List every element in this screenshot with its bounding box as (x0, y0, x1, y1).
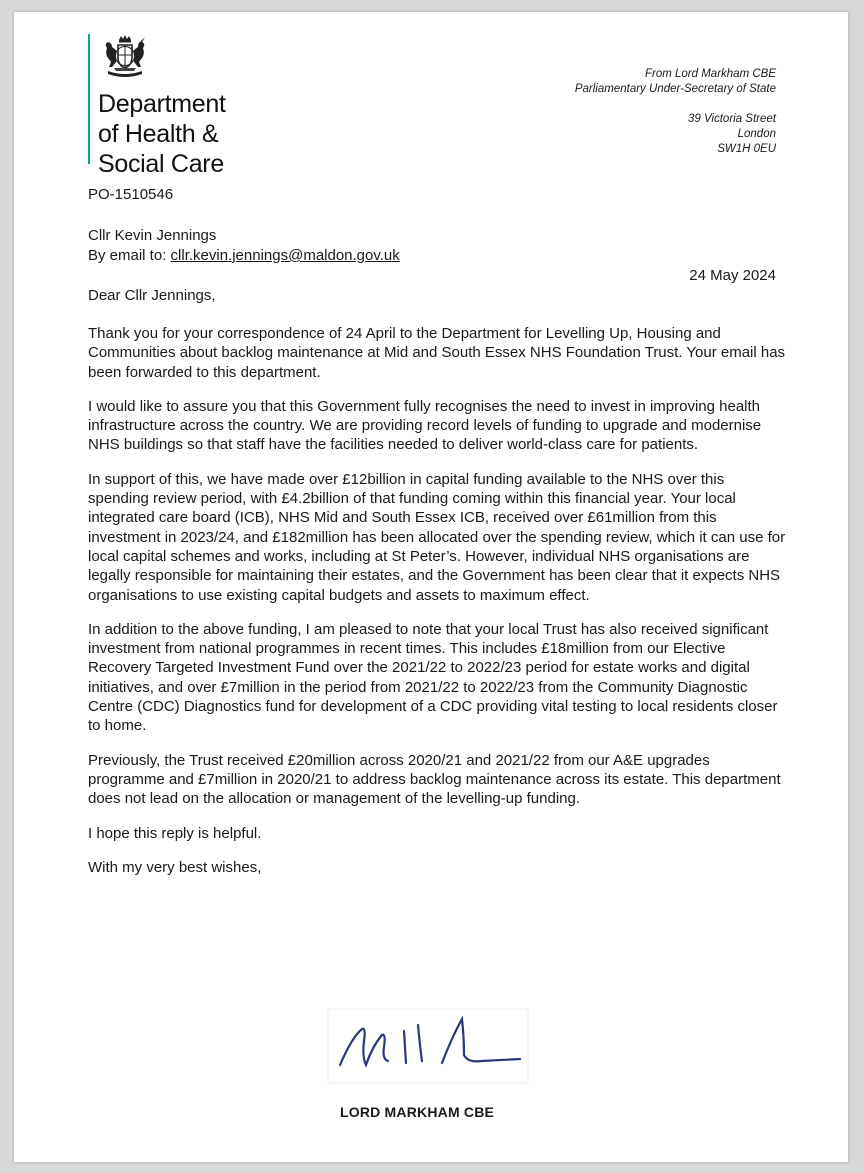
department-name-line-3: Social Care (98, 150, 224, 178)
royal-coat-of-arms-icon (100, 34, 150, 80)
department-name (98, 89, 226, 179)
recipient-email-link[interactable]: cllr.kevin.jennings@maldon.gov.uk (170, 247, 400, 264)
sender-from: From Lord Markham CBE (644, 68, 776, 80)
letter-date: 24 May 2024 (689, 267, 776, 284)
email-prefix: By email to: (88, 247, 171, 264)
letter-body (88, 324, 788, 892)
recipient-block (88, 226, 400, 266)
paragraph-6: I hope this reply is helpful. (88, 824, 262, 842)
sender-block (575, 67, 776, 97)
department-name-line-2: of Health & (98, 120, 219, 148)
sender-address (688, 112, 776, 157)
paragraph-2: I would like to assure you that this Government fully recognises the need to invest in improving health infrastructure across the country. We are providing record levels of funding to upgrade and modernise NHS buildings so that staff have the facilities needed to deliver world-class care for patients. (88, 397, 762, 454)
recipient-email-line (88, 246, 400, 266)
handwritten-signature-icon (322, 1007, 532, 1087)
address-line-2: London (737, 128, 776, 140)
address-line-3: SW1H 0EU (717, 143, 776, 155)
address-line-1: 39 Victoria Street (687, 113, 776, 125)
paragraph-5: Previously, the Trust received £20million across 2020/21 and 2021/22 from our A&E upgrades programme and £7million in 2020/21 to address backlog maintenance across its estate. This department does not lead on the allocation or management of the levelling-up funding. (88, 751, 781, 808)
paragraph-7: With my very best wishes, (88, 858, 262, 876)
department-name-line-1: Department (98, 90, 226, 118)
signoff-name: LORD MARKHAM CBE (340, 1104, 495, 1120)
paragraph-4: In addition to the above funding, I am pleased to note that your local Trust has also received significant investment from national programmes in recent times. This includes £18million from our Elective Recovery Targeted Investment Fund over the 2021/22 to 2022/23 period for estate works and digital initiatives, and over £7million in the period from 2021/22 to 2022/23 from the Community Diagnostic Centre (CDC) Diagnostics fund for development of a CDC providing vital testing to local residents closer to home. (88, 620, 778, 735)
salutation: Dear Cllr Jennings, (88, 287, 216, 304)
recipient-name: Cllr Kevin Jennings (88, 227, 217, 244)
reference-number: PO-1510546 (88, 186, 174, 203)
letter-page (14, 12, 848, 1162)
department-logo (88, 34, 226, 178)
sender-title: Parliamentary Under-Secretary of State (574, 83, 776, 95)
paragraph-1: Thank you for your correspondence of 24 April to the Department for Levelling Up, Housing and Communities about backlog maintenance at Mid and South Essex NHS Foundation Trust. Your email has been forwarded to this department. (88, 325, 786, 381)
paragraph-3: In support of this, we have made over £12billion in capital funding available to the NHS over this spending review period, with £4.2billion of that funding coming within this financial year. Your local integrated care board (ICB), NHS Mid and South Essex ICB, received over £61million from this investment in 2023/24, and £182million has been allocated over the spending review, which it can use for local capital schemes and works, including at St Peter’s. However, individual NHS organisations are legally responsible for maintaining their estates, and the Government has been clear that it expects NHS organisations to use existing capital budgets and assets to maximum effect. (88, 470, 786, 604)
